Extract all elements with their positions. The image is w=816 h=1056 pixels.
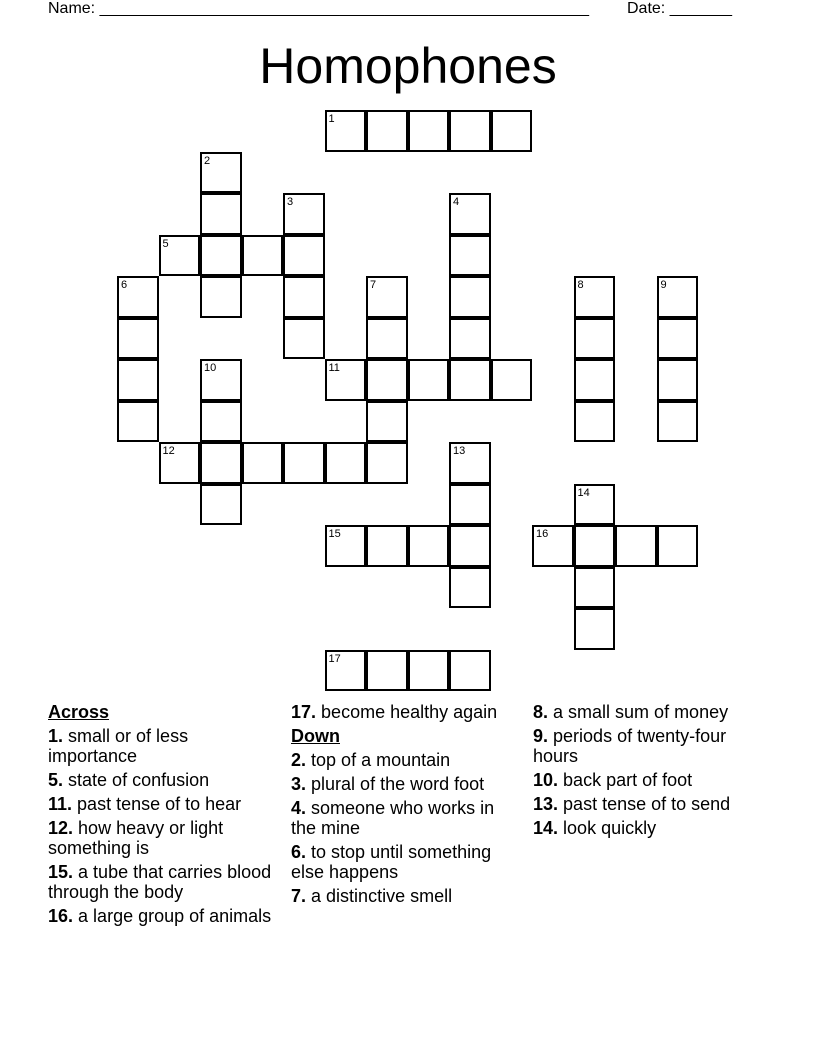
grid-cell-14[interactable]	[574, 484, 616, 526]
grid-cell[interactable]	[615, 525, 657, 567]
grid-cell-9[interactable]	[657, 276, 699, 318]
cell-number: 16	[536, 528, 549, 540]
grid-cell[interactable]	[366, 525, 408, 567]
grid-cell-6[interactable]	[117, 276, 159, 318]
grid-cell[interactable]	[366, 318, 408, 360]
page-title: Homophones	[259, 38, 557, 94]
cell-number: 11	[328, 362, 340, 374]
grid-cell[interactable]	[574, 608, 616, 650]
clue-number: 12.	[48, 818, 74, 838]
clue-across-5	[48, 770, 273, 790]
clue-number: 4.	[291, 798, 307, 818]
grid-cell[interactable]	[200, 276, 242, 318]
cell-number: 7	[370, 279, 377, 291]
cell-number: 6	[121, 279, 128, 291]
clue-text: plural of the word foot	[311, 774, 485, 794]
clue-text: someone who works in the mine	[291, 798, 495, 838]
name-field[interactable]: Name: _______________________________________________________	[48, 0, 589, 17]
clue-number: 15.	[48, 862, 74, 882]
clue-number: 13.	[533, 794, 559, 814]
cell-number: 10	[204, 362, 217, 374]
cell-number: 15	[328, 528, 341, 540]
cell-number: 5	[162, 237, 169, 250]
grid-cell-11[interactable]	[325, 359, 367, 401]
grid-cell[interactable]	[449, 525, 491, 567]
cell-number: 3	[287, 196, 294, 208]
grid-cell[interactable]	[117, 318, 159, 360]
grid-cell[interactable]	[408, 359, 450, 401]
clue-text: state of confusion	[68, 770, 210, 790]
grid-cell[interactable]	[657, 359, 699, 401]
grid-cell[interactable]	[574, 401, 616, 443]
grid-cell[interactable]	[449, 318, 491, 360]
clue-text: a large group of animals	[78, 906, 272, 926]
grid-cell-15[interactable]	[325, 525, 367, 567]
grid-cell[interactable]	[657, 401, 699, 443]
clue-text: back part of foot	[563, 770, 693, 790]
clue-number: 7.	[291, 886, 307, 906]
grid-cell[interactable]	[283, 276, 325, 318]
grid-cell[interactable]	[449, 650, 491, 692]
cell-number: 12	[162, 445, 175, 457]
clue-text: periods of twenty-four hours	[533, 726, 727, 766]
clue-text: become healthy again	[321, 702, 498, 722]
clue-down-8	[533, 702, 773, 722]
cell-number: 2	[204, 154, 211, 167]
grid-cell[interactable]	[200, 442, 242, 484]
grid-cell-7[interactable]	[366, 276, 408, 318]
grid-cell[interactable]	[117, 401, 159, 443]
clue-number: 10.	[533, 770, 559, 790]
grid-cell[interactable]	[200, 484, 242, 526]
cell-number: 4	[453, 196, 460, 208]
clue-down-9	[533, 726, 773, 766]
grid-cell[interactable]	[449, 484, 491, 526]
grid-cell[interactable]	[574, 567, 616, 609]
grid-cell[interactable]	[449, 235, 491, 277]
clue-across-1	[48, 726, 273, 766]
grid-cell[interactable]	[366, 650, 408, 692]
clue-text: to stop until something else happens	[291, 842, 492, 882]
across-heading: Across	[48, 702, 110, 722]
grid-cell[interactable]	[242, 235, 284, 277]
grid-cell[interactable]	[574, 318, 616, 360]
grid-cell[interactable]	[449, 110, 491, 152]
grid-cell[interactable]	[408, 110, 450, 152]
grid-cell[interactable]	[200, 193, 242, 235]
clue-number: 14.	[533, 818, 559, 838]
grid-cell-2[interactable]	[200, 152, 242, 194]
grid-cell-8[interactable]	[574, 276, 616, 318]
grid-cell[interactable]	[366, 401, 408, 443]
cell-number: 9	[660, 279, 667, 291]
grid-cell-12[interactable]	[159, 442, 201, 484]
clue-number: 17.	[291, 702, 317, 722]
clue-number: 6.	[291, 842, 307, 862]
cell-number: 17	[328, 652, 341, 665]
clue-down-6	[291, 842, 521, 882]
grid-cell[interactable]	[283, 318, 325, 360]
clue-number: 5.	[48, 770, 64, 790]
grid-cell[interactable]	[366, 442, 408, 484]
clue-across-17	[291, 702, 521, 722]
grid-cell[interactable]	[408, 650, 450, 692]
cell-number: 13	[453, 445, 466, 457]
clue-text: a distinctive smell	[311, 886, 453, 906]
grid-cell[interactable]	[491, 359, 533, 401]
clue-text: past tense of to hear	[77, 794, 242, 814]
grid-cell[interactable]	[283, 235, 325, 277]
clue-column-2	[291, 702, 521, 910]
grid-cell[interactable]	[242, 442, 284, 484]
clue-number: 16.	[48, 906, 74, 926]
clue-down-14	[533, 818, 773, 838]
grid-cell[interactable]	[657, 318, 699, 360]
grid-cell-5[interactable]	[159, 235, 201, 277]
clue-number: 2.	[291, 750, 307, 770]
grid-cell[interactable]	[657, 525, 699, 567]
clue-column-3	[533, 702, 773, 842]
grid-cell[interactable]	[366, 359, 408, 401]
grid-cell[interactable]	[117, 359, 159, 401]
clue-text: look quickly	[563, 818, 657, 838]
clue-down-7	[291, 886, 521, 906]
grid-cell[interactable]	[200, 235, 242, 277]
grid-cell[interactable]	[574, 359, 616, 401]
clue-text: top of a mountain	[311, 750, 451, 770]
grid-cell[interactable]	[408, 525, 450, 567]
clue-number: 3.	[291, 774, 307, 794]
clue-down-2	[291, 750, 521, 770]
grid-cell-17[interactable]	[325, 650, 367, 692]
cell-number: 1	[328, 113, 335, 125]
clue-column-1	[48, 702, 273, 930]
grid-cell[interactable]	[200, 401, 242, 443]
grid-cell[interactable]	[325, 442, 367, 484]
grid-cell-1[interactable]	[325, 110, 367, 152]
clue-number: 11.	[48, 794, 73, 814]
clue-number: 8.	[533, 702, 549, 722]
grid-cell[interactable]	[366, 110, 408, 152]
clue-text: small or of less importance	[48, 726, 189, 766]
clue-across-16	[48, 906, 273, 926]
grid-cell[interactable]	[449, 276, 491, 318]
clue-text: past tense of to send	[563, 794, 731, 814]
clue-across-15	[48, 862, 273, 902]
grid-cell[interactable]	[449, 359, 491, 401]
grid-cell[interactable]	[574, 525, 616, 567]
clue-down-10	[533, 770, 773, 790]
grid-cell-4[interactable]	[449, 193, 491, 235]
grid-cell[interactable]	[491, 110, 533, 152]
grid-cell[interactable]	[283, 442, 325, 484]
grid-cell[interactable]	[449, 567, 491, 609]
clue-number: 9.	[533, 726, 549, 746]
clue-down-3	[291, 774, 521, 794]
down-heading: Down	[291, 726, 340, 746]
clue-down-13	[533, 794, 773, 814]
clue-across-11	[48, 794, 273, 814]
grid-cell-16[interactable]	[532, 525, 574, 567]
clue-number: 1.	[48, 726, 64, 746]
cell-number: 14	[577, 486, 590, 499]
clue-text: how heavy or light something is	[48, 818, 224, 858]
clue-text: a small sum of money	[553, 702, 729, 722]
cell-number: 8	[577, 279, 584, 291]
clue-across-12	[48, 818, 273, 858]
clue-text: a tube that carries blood through the body	[48, 862, 272, 902]
grid-cell-10[interactable]	[200, 359, 242, 401]
grid-cell-13[interactable]	[449, 442, 491, 484]
date-field[interactable]: Date: _______	[627, 0, 732, 17]
clue-down-4	[291, 798, 521, 838]
grid-cell-3[interactable]	[283, 193, 325, 235]
